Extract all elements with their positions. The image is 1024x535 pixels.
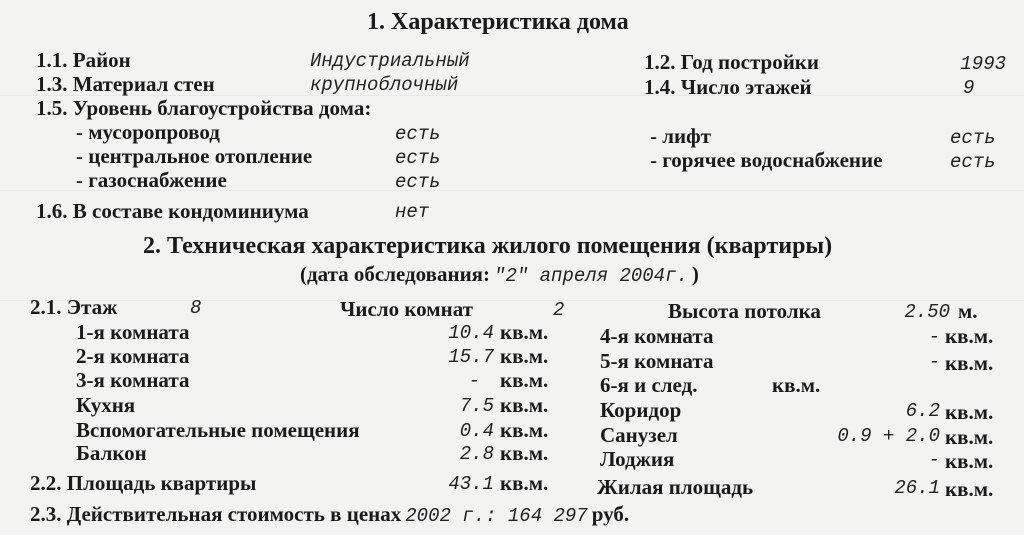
bathroom-value: 0.9 + 2.0 (837, 425, 940, 447)
kitchen-label: Кухня (76, 393, 136, 417)
room1-value: 10.4 (448, 322, 494, 344)
corridor-unit: кв.м. (945, 400, 994, 424)
balcony-value: 2.8 (459, 443, 494, 465)
floors-value: 9 (963, 77, 975, 99)
survey-date-line (300, 262, 699, 288)
room6-unit: кв.м. (772, 373, 821, 397)
room3-label: 3-я комната (76, 368, 190, 392)
kitchen-value: 7.5 (459, 395, 494, 417)
survey-prefix: (дата обследования: (300, 262, 491, 286)
loggia-unit: кв.м. (945, 449, 994, 473)
floor-label: 2.1. Этаж (30, 295, 118, 319)
cost-value: 2002 г.: 164 297 (405, 505, 588, 527)
section2-title: 2. Техническая характеристика жилого помещения (квартиры) (143, 233, 833, 259)
living-area-label: Жилая площадь (597, 475, 754, 499)
district-label: 1.1. Район (36, 48, 131, 72)
room5-label: 5-я комната (600, 349, 714, 373)
year-label: 1.2. Год постройки (644, 50, 820, 74)
room5-unit: кв.м. (945, 351, 994, 375)
balcony-unit: кв.м. (500, 441, 549, 465)
amenities-label: 1.5. Уровень благоустройства дома: (36, 96, 372, 120)
room4-label: 4-я комната (600, 324, 714, 348)
room2-label: 2-я комната (76, 344, 190, 368)
room5-value: - (928, 351, 940, 373)
survey-date: "2" апреля 2004г. (494, 265, 688, 287)
floor-value: 8 (190, 297, 202, 319)
loggia-label: Лоджия (600, 447, 675, 471)
room2-value: 15.7 (448, 346, 494, 368)
corridor-label: Коридор (600, 398, 682, 422)
walls-label: 1.3. Материал стен (36, 72, 215, 96)
room6-label: 6-я и след. (600, 373, 698, 397)
heating-label: - центральное отопление (76, 144, 313, 168)
room2-unit: кв.м. (500, 344, 549, 368)
survey-suffix: ) (691, 262, 699, 286)
hot-water-label: - горячее водоснабжение (650, 148, 883, 172)
section1-title: 1. Характеристика дома (367, 9, 629, 35)
corridor-value: 6.2 (905, 400, 940, 422)
bathroom-unit: кв.м. (945, 425, 994, 449)
elevator-label: - лифт (650, 124, 711, 148)
gas-value: есть (395, 171, 441, 193)
loggia-value: - (928, 449, 940, 471)
ceiling-unit: м. (958, 299, 978, 323)
condo-value: нет (395, 201, 430, 223)
aux-value: 0.4 (459, 420, 494, 442)
kitchen-unit: кв.м. (500, 393, 549, 417)
cost-unit: руб. (591, 502, 630, 526)
aux-label: Вспомогательные помещения (76, 418, 360, 442)
garbage-label: - мусоропровод (76, 120, 220, 144)
rooms-label: Число комнат (340, 297, 473, 321)
living-area-unit: кв.м. (945, 477, 994, 501)
room3-value: - (468, 370, 480, 392)
living-area-value: 26.1 (894, 477, 940, 499)
room3-unit: кв.м. (500, 368, 549, 392)
bathroom-label: Санузел (600, 423, 678, 447)
ceiling-label: Высота потолка (668, 299, 821, 323)
room1-label: 1-я комната (76, 320, 190, 344)
room1-unit: кв.м. (500, 320, 549, 344)
heating-value: есть (395, 147, 441, 169)
cost-label: 2.3. Действительная стоимость в ценах (30, 502, 402, 526)
district-value: Индустриальный (310, 50, 470, 72)
room4-unit: кв.м. (945, 324, 994, 348)
total-area-label: 2.2. Площадь квартиры (30, 471, 257, 495)
room4-value: - (928, 326, 940, 348)
floors-label: 1.4. Число этажей (644, 75, 812, 99)
aux-unit: кв.м. (500, 418, 549, 442)
rooms-value: 2 (553, 299, 565, 321)
balcony-label: Балкон (76, 441, 147, 465)
hot-water-value: есть (950, 151, 996, 173)
garbage-value: есть (395, 123, 441, 145)
ceiling-value: 2.50 (904, 301, 950, 323)
elevator-value: есть (950, 127, 996, 149)
cost-line (30, 502, 629, 528)
total-area-unit: кв.м. (500, 471, 549, 495)
year-value: 1993 (960, 53, 1006, 75)
gas-label: - газоснабжение (76, 168, 227, 192)
total-area-value: 43.1 (448, 473, 494, 495)
condo-label: 1.6. В составе кондоминиума (36, 199, 309, 223)
walls-value: крупноблочный (310, 74, 459, 96)
